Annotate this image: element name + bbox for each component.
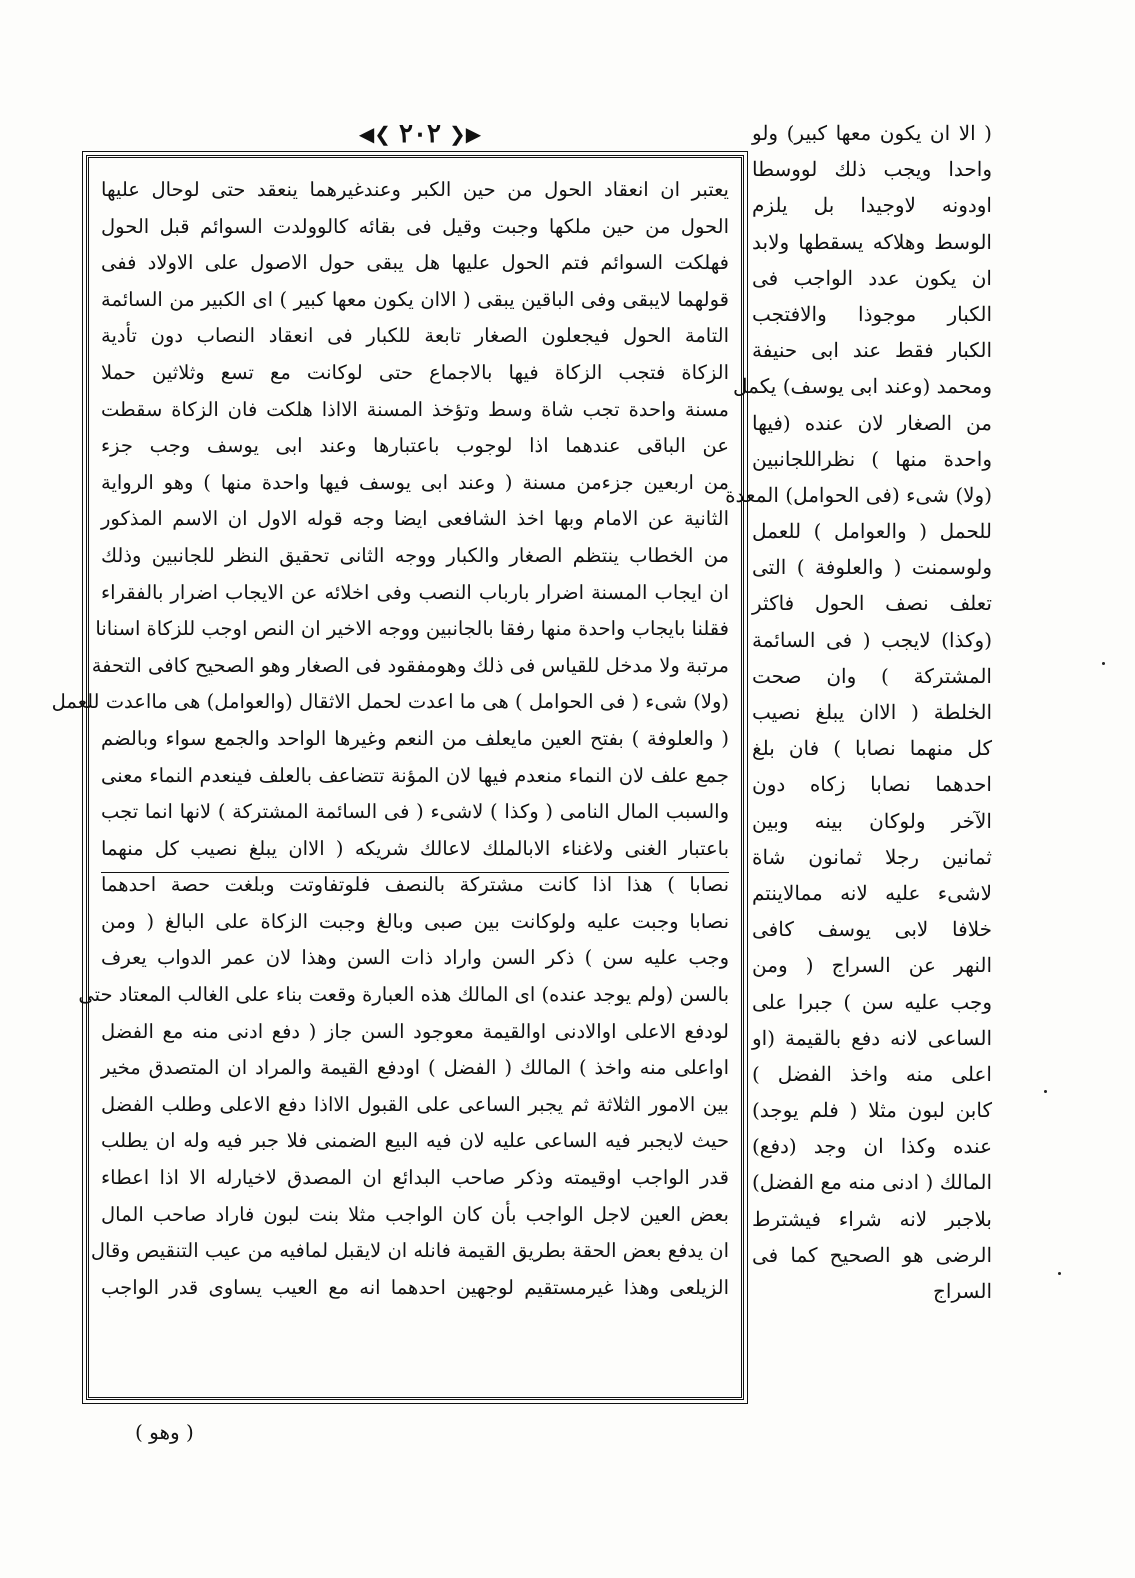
margin-line: (ولا) شىء (فى الحوامل) المعدة bbox=[725, 482, 992, 507]
main-line: قدر الواجب اوقيمته وذكر صاحب البدائع ان المصدق لاخيارله الا اذا اعطاء bbox=[101, 1166, 729, 1190]
margin-line: الرضى هو الصحيح كما فى bbox=[752, 1242, 992, 1267]
main-line: اواعلى منه واخذ ) المالك ( الفضل ) اودفع القيمة والمراد ان المتصدق مخير bbox=[101, 1056, 729, 1080]
margin-line: الآخر ولوكان بينه وبين bbox=[752, 808, 992, 833]
main-line: يعتبر ان انعقاد الحول من حين الكبر وعندغيرهما ينعقد حتى لوحال عليها bbox=[101, 178, 729, 201]
margin-line bbox=[752, 1382, 992, 1418]
main-line: باعتبار الغنى ولاغناء الابالملك لاعالك شريكه ( الاان يبلغ نصيب كل منهما bbox=[101, 836, 729, 860]
page-number: ٢٠٢ bbox=[399, 119, 441, 149]
margin-line: اودونه لاوجيدا بل يلزم bbox=[752, 193, 992, 218]
main-line: بين الامور الثلاثة ثم يجبر الساعى على القبول الااذا دفع الاعلى وطلب الفضل bbox=[101, 1092, 729, 1116]
margin-line: الخلطة ( الاان يبلغ نصيب bbox=[752, 700, 992, 724]
margin-line: من الصغار لان عنده (فيها bbox=[752, 410, 992, 435]
margin-line: اعلى منه واخذ الفضل ) bbox=[752, 1061, 992, 1086]
main-line: التامة الحول فيجعلون الصغار تابعة للكبار فى انعقاد النصاب دون تأدية bbox=[101, 324, 729, 348]
margin-commentary bbox=[725, 115, 992, 1490]
margin-line: ان يكون عدد الواجب فى bbox=[752, 265, 992, 290]
margin-line: كابن لبون مثلا ( فلم يوجد) bbox=[752, 1098, 992, 1123]
main-line: مسنة واحدة تجب شاة وسط وتؤخذ المسنة الااذا هلكت فان الزكاة سقطت bbox=[101, 397, 729, 421]
margin-line: الكبار فقط عند ابى حنيفة bbox=[752, 338, 992, 363]
main-line: نصابا ) هذا اذا كانت مشتركة بالنصف فلوتفاوتت وبلغت حصة احدهما bbox=[101, 873, 729, 897]
main-text-frame bbox=[51, 155, 744, 1400]
main-line: ( والعلوفة ) بفتح العين مايعلف من النعم وغيرها الواحد والجمع سواء وبالضم bbox=[101, 726, 729, 750]
main-line: الثانية عن الامام وبها اخذ الشافعى ايضا وجه قوله الاول ان الاسم المذكور bbox=[101, 507, 729, 531]
main-line: (ولا) شىء ( فى الحوامل ) هى ما اعدت لحمل الاثقال (والعوامل) هى مااعدت للعمل bbox=[51, 690, 729, 714]
main-line: مرتبة ولا مدخل للقياس فى ذلك وهومفقود فى الصغار وهو الصحيح كافى التحفة bbox=[91, 653, 729, 677]
main-line: عن الباقى عندهما اذا لوجوب باعتبارها وعند ابى يوسف وجب جزء bbox=[101, 434, 729, 458]
margin-line: الوسط وهلاكه يسقطها ولابد bbox=[752, 229, 992, 254]
margin-line: لاشىء عليه لانه ممالاينتم bbox=[752, 880, 992, 905]
main-line: ان ايجاب المسنة اضرار بارباب النصب وفى اخلائه عن الايجاب اضرار بالفقراء bbox=[101, 580, 729, 604]
main-line: ان يدفع بعض الحقة بطريق القيمة فانله ان لايقبل لمافيه من عيب التنقيص وقال bbox=[90, 1239, 729, 1263]
margin-line: للحمل ( والعوامل ) للعمل bbox=[752, 519, 992, 544]
margin-line: المشتركة ) وان صحت bbox=[752, 663, 992, 688]
main-line: الزيلعى وهذا غيرمستقيم لوجهين احدهما انه مع العيب يساوى قدر الواجب bbox=[101, 1275, 729, 1299]
main-line: الحول من حين ملكها وجبت وقيل فى بقائه كالوولدت السوائم قبل الحول bbox=[101, 214, 729, 238]
main-line: لودفع الاعلى اوالادنى اوالقيمة معوجود السن جاز ( دفع ادنى منه مع الفضل bbox=[101, 1019, 729, 1043]
main-line: نصابا وجبت عليه ولوكانت بين صبى وبالغ وجبت الزكاة على البالغ ( ومن bbox=[101, 909, 729, 933]
margin-line: الساعى لانه دفع بالقيمة (او bbox=[752, 1025, 992, 1050]
main-line bbox=[101, 1343, 729, 1380]
margin-line: بلاجبر لانه شراء فيشترط bbox=[752, 1206, 992, 1231]
margin-line: المالك ( ادنى منه مع الفضل) bbox=[752, 1170, 992, 1195]
main-line: فقلنا بايجاب واحدة منها رفقا بالجانبين ووجه الاخير ان النص اوجب للزكاة اسنانا bbox=[95, 617, 729, 641]
main-line: بالسن (ولم يوجد عنده) اى المالك هذه العبارة وقعت بناء على الغالب المعتاد حتى bbox=[78, 983, 729, 1007]
margin-line: عنده وكذا ان وجد (دفع) bbox=[752, 1134, 992, 1159]
print-speck bbox=[1058, 1272, 1061, 1275]
right-ornament-icon: ❯▶ bbox=[448, 122, 482, 146]
margin-line bbox=[752, 1309, 992, 1345]
margin-line bbox=[752, 1345, 992, 1381]
margin-line: ومحمد (وعند ابى يوسف) يكمل bbox=[733, 374, 992, 399]
main-line bbox=[101, 1306, 729, 1343]
margin-line bbox=[752, 1454, 992, 1490]
margin-line: ولوسمنت ( والعلوفة ) التى bbox=[752, 555, 992, 580]
main-line: قولهما لايبقى وفى الباقين يبقى ( الاان يكون معها كبير ) اى الكبير من السائمة bbox=[101, 287, 729, 311]
main-line: والسبب المال النامى ( وكذا ) لاشىء ( فى السائمة المشتركة ) لانها انما تجب bbox=[101, 800, 729, 824]
margin-line: ( الا ان يكون معها كبير) ولو bbox=[752, 121, 992, 145]
main-line: وجب عليه سن ) ذكر السن واراد ذات السن وهذا لان عمر الدواب يعرف bbox=[101, 946, 729, 970]
main-line: حيث لايجبر فيه الساعى عليه لان فيه البيع الضمنى فلا جبر فيه وله ان يطلب bbox=[101, 1129, 729, 1153]
margin-line: (وكذا) لايجب ( فى السائمة bbox=[752, 627, 992, 652]
main-line: جمع علف لان النماء منعدم فيها لان المؤنة تتضاعف بالعلف فينعدم النماء معنى bbox=[101, 763, 729, 787]
margin-line: النهر عن السراج ( ومن bbox=[752, 953, 992, 978]
page-header bbox=[340, 118, 500, 150]
margin-line: كل منهما نصابا ) فان بلغ bbox=[752, 736, 992, 761]
margin-line: واحدة منها ) نظراللجانبين bbox=[752, 446, 992, 471]
margin-line: واحدا ويجب ذلك لووسطا bbox=[752, 157, 992, 182]
main-line: بعض العين لاجل الواجب بأن كان الواجب مثلا بنت لبون فاراد صاحب المال bbox=[101, 1202, 729, 1226]
print-speck bbox=[1102, 662, 1105, 665]
margin-line: السراج bbox=[933, 1279, 992, 1303]
margin-line: تعلف نصف الحول فاكثر bbox=[752, 591, 992, 616]
main-line: فهلكت السوائم فتم الحول عليها هل يبقى حول الاصول على الاولاد ففى bbox=[101, 251, 729, 275]
margin-line: وجب عليه سن ) جبرا على bbox=[752, 989, 992, 1014]
main-line: من اربعين جزءمن مسنة ( وعند ابى يوسف فيها واحدة منها ) وهو الرواية bbox=[101, 470, 729, 494]
main-text bbox=[51, 172, 729, 1383]
main-line: الزكاة فتجب الزكاة فيها بالاجماع حتى لوكانت مع تسع وثلاثين حملا bbox=[101, 360, 729, 384]
margin-line: خلافا لابى يوسف كافى bbox=[752, 917, 992, 942]
main-line: من الخطاب ينتظم الصغار والكبار ووجه الثانى تحقيق النظر للجانبين وذلك bbox=[101, 543, 729, 567]
margin-line: الكبار موجوذا والافتجب bbox=[752, 301, 992, 326]
print-speck bbox=[1044, 1090, 1047, 1093]
margin-line bbox=[752, 1418, 992, 1454]
catchword: ( وهو ) bbox=[135, 1420, 194, 1444]
divider-rule bbox=[101, 872, 729, 873]
left-ornament-icon: ◀❮ bbox=[358, 122, 392, 146]
margin-line: ثمانين رجلا ثمانون شاة bbox=[752, 844, 992, 869]
margin-line: احدهما نصابا زكاه دون bbox=[752, 772, 992, 797]
